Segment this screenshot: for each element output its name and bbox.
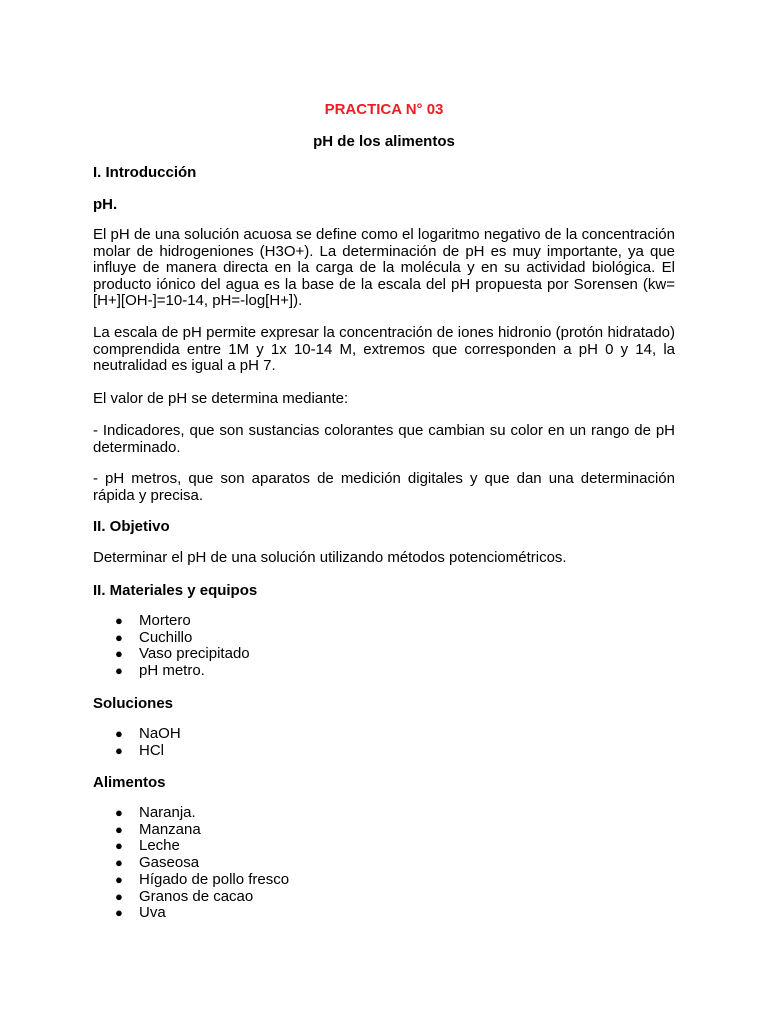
bullet-icon: ● [115,871,123,887]
list-item: ● Gaseosa [115,854,200,872]
intro-paragraph-4: - Indicadores, que son sustancias colorantes que cambian su color en un rango de pH determinado. [93,422,675,456]
bullet-icon: ● [115,888,123,904]
foods-list [93,805,289,922]
introduction-heading: I. Introducción [93,164,197,181]
list-item: ● Cuchillo [115,628,193,646]
list-item: ● Vaso precipitado [115,645,250,663]
document-subtitle: pH de los alimentos [313,133,455,150]
list-item: ● Mortero [115,612,191,629]
list-item: ● HCl [115,741,164,759]
bullet-icon: ● [115,821,123,837]
objective-heading: II. Objetivo [93,518,170,535]
materials-heading: II. Materiales y equipos [93,582,258,599]
solutions-list [93,726,181,759]
objective-text: Determinar el pH de una solución utilizando métodos potenciométricos. [93,549,567,566]
bullet-icon: ● [115,629,123,645]
list-item: ● Leche [115,837,180,855]
bullet-icon: ● [115,838,123,854]
bullet-icon: ● [115,726,123,741]
ph-subheading: pH. [93,196,118,213]
list-item: ● Hígado de pollo fresco [115,870,290,888]
foods-heading: Alimentos [93,774,166,791]
list-item: ● Granos de cacao [115,887,254,905]
intro-paragraph-5: - pH metros, que son aparatos de medición digitales y que dan una determinación rápida y precisa. [93,470,675,504]
list-item: ● NaOH [115,725,181,742]
practice-title: PRACTICA N° 03 [324,101,444,118]
bullet-icon: ● [115,613,123,628]
intro-paragraph-1: El pH de una solución acuosa se define como el logaritmo negativo de la concentración molar de hidrogeniones (H3O+). La determinación de pH es muy importante, ya que influye de manera directa en la carga de la molécula y en su actividad biológica. El producto iónico del agua es la base de la escala del pH propuesta por Sorensen (kw=[H+][OH-]=10-14, pH=-log[H+]). [93,226,675,310]
list-item: ● Uva [115,904,166,922]
bullet-icon: ● [115,805,123,820]
list-item: ● pH metro. [115,662,205,680]
solutions-heading: Soluciones [93,695,174,712]
materials-list [93,613,250,680]
bullet-icon: ● [115,663,123,679]
list-item: ● Naranja. [115,804,196,821]
intro-paragraph-3: El valor de pH se determina mediante: [93,390,349,407]
bullet-icon: ● [115,855,123,871]
intro-paragraph-2: La escala de pH permite expresar la concentración de iones hidronio (protón hidratado) comprendida entre 1M y 1x 10-14 M, extremos que corresponden a pH 0 y 14, la neutralidad es igual a pH 7. [93,324,675,375]
bullet-icon: ● [115,742,123,758]
list-item: ● Manzana [115,820,201,838]
bullet-icon: ● [115,905,123,921]
bullet-icon: ● [115,646,123,662]
